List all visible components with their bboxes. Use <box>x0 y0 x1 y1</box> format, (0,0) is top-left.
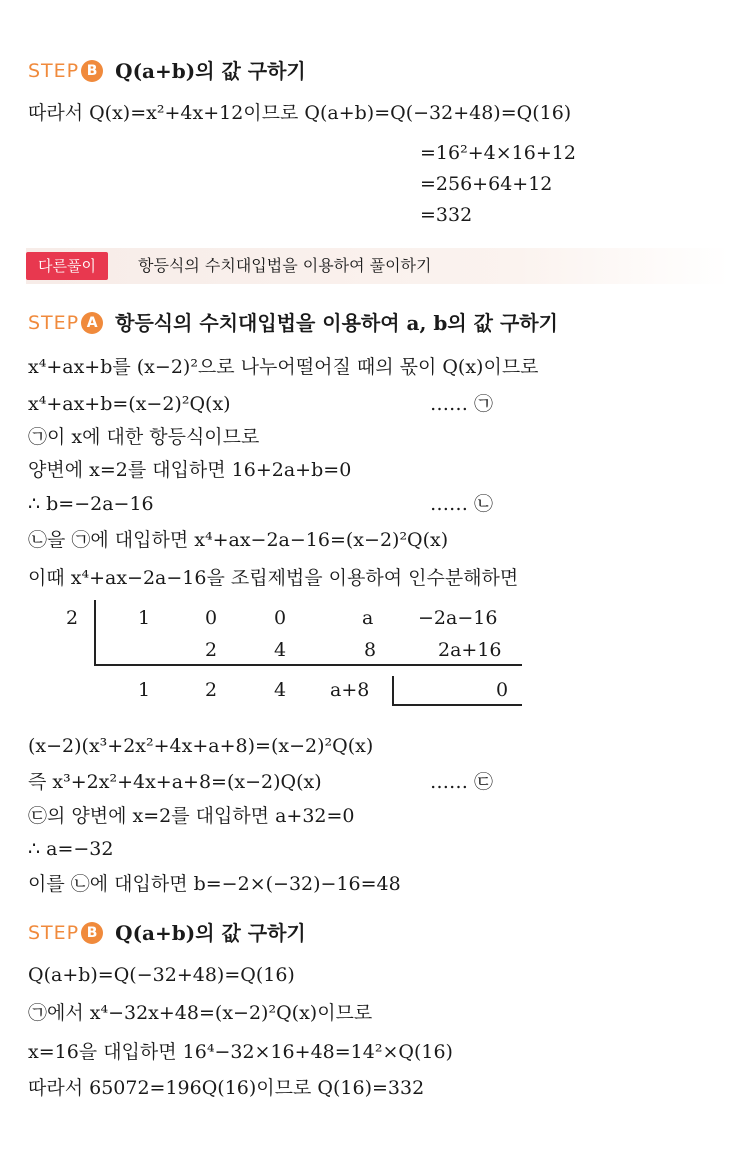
text-line: x=16을 대입하면 16⁴−32×16+48=14²×Q(16) <box>28 1041 453 1063</box>
step-title: Q(a+b)의 값 구하기 <box>115 59 306 83</box>
product: 2 <box>205 639 218 661</box>
step-label: STEP <box>28 312 80 334</box>
text-line: =332 <box>420 204 473 226</box>
coefficient: 0 <box>274 607 287 629</box>
text-line: 즉 x³+2x²+4x+a+8=(x−2)Q(x) <box>28 771 322 793</box>
quotient-coefficient: 1 <box>138 679 151 701</box>
step-label: STEP <box>28 60 80 82</box>
text-line: Q(a+b)=Q(−32+48)=Q(16) <box>28 964 295 986</box>
coefficient: a <box>362 607 374 629</box>
text-line: ㉢의 양변에 x=2를 대입하면 a+32=0 <box>28 805 355 827</box>
text-line: 따라서 65072=196Q(16)이므로 Q(16)=332 <box>28 1077 425 1099</box>
text-line: 이를 ㉡에 대입하면 b=−2×(−32)−16=48 <box>28 873 401 895</box>
division-bar-horizontal <box>94 664 522 666</box>
divisor: 2 <box>66 607 79 629</box>
text-line: 이때 x⁴+ax−2a−16을 조립제법을 이용하여 인수분해하면 <box>28 567 519 589</box>
text-line: =16²+4×16+12 <box>420 142 576 164</box>
alt-solution-tag: 다른풀이 <box>26 252 108 280</box>
remainder-bar-vertical <box>392 676 394 706</box>
alt-solution-text: 항등식의 수치대입법을 이용하여 풀이하기 <box>138 256 432 275</box>
step-title: Q(a+b)의 값 구하기 <box>115 921 306 945</box>
coefficient: 1 <box>138 607 151 629</box>
step-title: 항등식의 수치대입법을 이용하여 a, b의 값 구하기 <box>115 311 558 335</box>
division-bar-vertical <box>94 600 96 664</box>
text-line: ∴ b=−2a−16 <box>28 493 154 515</box>
text-line: =256+64+12 <box>420 173 553 195</box>
remainder: 0 <box>496 679 509 701</box>
step-badge-a: A <box>81 312 103 334</box>
text-line: ∴ a=−32 <box>28 838 114 860</box>
alt-solution-bar <box>26 248 730 284</box>
product: 2a+16 <box>438 639 502 661</box>
text-line: x⁴+ax+b=(x−2)²Q(x) <box>28 393 231 415</box>
step-a-heading <box>28 310 558 336</box>
text-line: ㉠에서 x⁴−32x+48=(x−2)²Q(x)이므로 <box>28 1002 373 1024</box>
product: 8 <box>364 639 377 661</box>
text-line: x⁴+ax+b를 (x−2)²으로 나누어떨어질 때의 몫이 Q(x)이므로 <box>28 356 539 378</box>
text-line: ㉡을 ㉠에 대입하면 x⁴+ax−2a−16=(x−2)²Q(x) <box>28 529 449 551</box>
label-marker: …… ㉢ <box>430 771 494 793</box>
text-line: ㉠이 x에 대한 항등식이므로 <box>28 426 260 448</box>
label-marker: …… ㉡ <box>430 493 494 515</box>
quotient-coefficient: a+8 <box>330 679 370 701</box>
text-line: 양변에 x=2를 대입하면 16+2a+b=0 <box>28 459 352 481</box>
remainder-bar-horizontal <box>392 704 522 706</box>
text-line: (x−2)(x³+2x²+4x+a+8)=(x−2)²Q(x) <box>28 735 374 757</box>
step-badge-b: B <box>81 60 103 82</box>
quotient-coefficient: 2 <box>205 679 218 701</box>
text-line: 따라서 Q(x)=x²+4x+12이므로 Q(a+b)=Q(−32+48)=Q(16) <box>28 102 572 124</box>
product: 4 <box>274 639 287 661</box>
quotient-coefficient: 4 <box>274 679 287 701</box>
step-b-heading-2 <box>28 920 306 946</box>
coefficient: −2a−16 <box>418 607 498 629</box>
step-b-heading-1 <box>28 58 306 84</box>
step-badge-b: B <box>81 922 103 944</box>
step-label: STEP <box>28 922 80 944</box>
label-marker: …… ㉠ <box>430 393 494 415</box>
coefficient: 0 <box>205 607 218 629</box>
